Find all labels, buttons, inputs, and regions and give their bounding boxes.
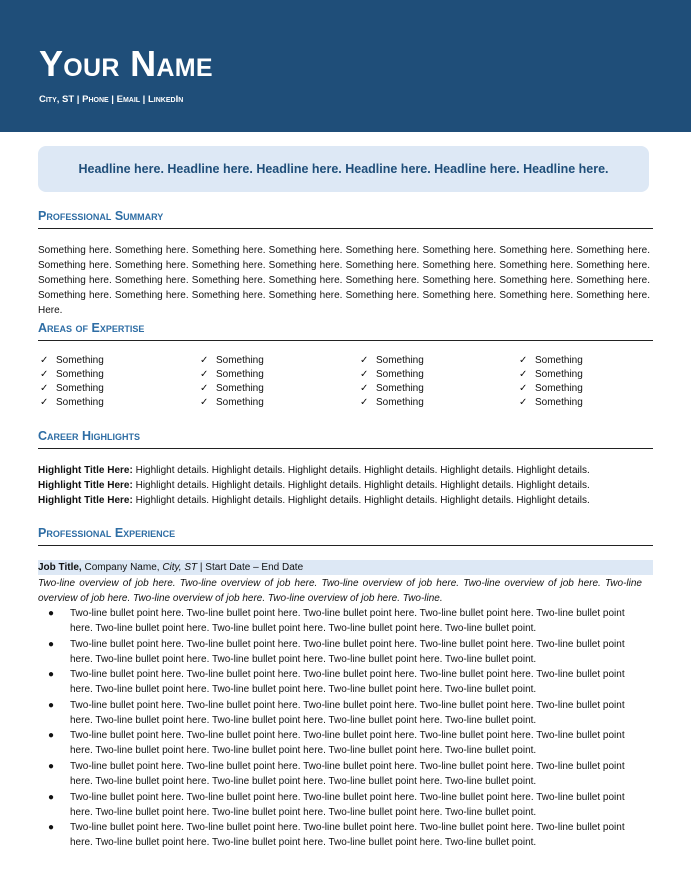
expertise-item [198,368,348,382]
expertise-item [517,382,667,396]
bullet-text: Two-line bullet point here. Two-line bullet point here. Two-line bullet point here. Two-line bullet point here. Two-line bullet point here. Two-line bullet point here. Two-line bullet point here. Two-line bullet point here. Two-line bullet point. [70,699,625,726]
expertise-grid [38,354,653,414]
summary-text: Something here. Something here. Something here. Something here. Something here. Something here. Something here. Something here. Something here. Something here. Something here. Something here. Something here. Something here. Something here. Something here. Something here. Something here. Something here. Something here. Something here. Something here. Something here. Something here. Something here. Something here. Something here. Something here. Something here. Something here. Something here. Something here. Here. [38,245,650,316]
expertise-item [38,354,188,368]
expertise-column [358,354,508,410]
job-title: Job Title, [38,562,82,573]
expertise-label: Something [535,355,583,366]
bullet-text: Two-line bullet point here. Two-line bullet point here. Two-line bullet point here. Two-line bullet point here. Two-line bullet point here. Two-line bullet point here. Two-line bullet point here. Two-line bullet point here. Two-line bullet point. [70,638,625,665]
highlight-item [38,478,653,493]
section-title-highlights: Career Highlights [38,428,653,449]
expertise-item [358,382,508,396]
bullet-icon: ● [48,822,55,834]
highlight-title: Highlight Title Here: [38,465,133,476]
list-item [38,698,650,729]
bullet-icon: ● [48,760,55,772]
expertise-label: Something [376,369,424,380]
checkmark-icon: ✓ [519,369,528,380]
expertise-label: Something [535,383,583,394]
bullet-text: Two-line bullet point here. Two-line bullet point here. Two-line bullet point here. Two-line bullet point here. Two-line bullet point here. Two-line bullet point here. Two-line bullet point here. Two-line bullet point here. Two-line bullet point. [70,791,625,818]
bullet-icon: ● [48,730,55,742]
checkmark-icon: ✓ [519,383,528,394]
expertise-item [517,368,667,382]
checkmark-icon: ✓ [360,355,369,366]
checkmark-icon: ✓ [519,355,528,366]
checkmark-icon: ✓ [200,355,209,366]
expertise-label: Something [56,397,104,408]
highlight-details: Highlight details. Highlight details. Highlight details. Highlight details. Highlight details. Highlight details. [135,465,590,476]
expertise-item [358,396,508,410]
section-title-expertise: Areas of Expertise [38,320,653,341]
list-item [38,820,650,851]
highlight-title: Highlight Title Here: [38,480,133,491]
checkmark-icon: ✓ [360,383,369,394]
bullet-icon: ● [48,699,55,711]
expertise-item [358,368,508,382]
bullet-icon: ● [48,638,55,650]
list-item [38,728,650,759]
list-item [38,637,650,668]
job-dates: | Start Date – End Date [199,562,304,573]
section-title-experience: Professional Experience [38,525,653,546]
checkmark-icon: ✓ [200,397,209,408]
bullet-text: Two-line bullet point here. Two-line bullet point here. Two-line bullet point here. Two-line bullet point here. Two-line bullet point here. Two-line bullet point here. Two-line bullet point here. Two-line bullet point here. Two-line bullet point. [70,730,625,757]
career-highlights [38,463,653,508]
job-bullet-list [38,606,650,851]
checkmark-icon: ✓ [519,397,528,408]
list-item [38,667,650,698]
list-item [38,759,650,790]
highlight-details: Highlight details. Highlight details. Highlight details. Highlight details. Highlight details. Highlight details. [135,495,590,506]
bullet-icon: ● [48,791,55,803]
header-banner [0,0,691,132]
bullet-icon: ● [48,608,55,619]
job-location: City, ST [162,562,198,573]
headline-text: Headline here. Headline here. Headline here. Headline here. Headline here. Headline here. [78,162,609,176]
expertise-label: Something [376,355,424,366]
expertise-item [38,382,188,396]
checkmark-icon: ✓ [40,355,49,366]
expertise-label: Something [376,397,424,408]
highlight-title: Highlight Title Here: [38,495,133,506]
headline-box [38,146,649,192]
checkmark-icon: ✓ [360,397,369,408]
highlight-details: Highlight details. Highlight details. Highlight details. Highlight details. Highlight details. Highlight details. [135,480,590,491]
expertise-item [38,396,188,410]
expertise-item [517,354,667,368]
job-heading [38,560,653,575]
expertise-label: Something [56,369,104,380]
job-company: Company Name, [84,562,160,573]
checkmark-icon: ✓ [200,383,209,394]
expertise-label: Something [56,383,104,394]
bullet-text: Two-line bullet point here. Two-line bullet point here. Two-line bullet point here. Two-line bullet point here. Two-line bullet point here. Two-line bullet point here. Two-line bullet point here. Two-line bullet point here. Two-line bullet point. [70,760,625,787]
expertise-label: Something [216,369,264,380]
highlight-item [38,463,653,478]
expertise-label: Something [216,397,264,408]
resume-name: Your Name [39,43,213,84]
job-overview: Two-line overview of job here. Two-line overview of job here. Two-line overview of job here. Two-line overview of job here. Two-line overview of job here. Two-line overview of job here. Two-line overview of job here. Two-line. [38,578,642,604]
section-title-summary: Professional Summary [38,208,653,229]
expertise-item [198,396,348,410]
list-item [38,606,650,637]
checkmark-icon: ✓ [360,369,369,380]
list-item [38,790,650,821]
contact-line: City, ST | Phone | Email | LinkedIn [39,94,184,105]
expertise-item [358,354,508,368]
expertise-column [198,354,348,410]
checkmark-icon: ✓ [40,369,49,380]
expertise-label: Something [216,383,264,394]
expertise-label: Something [376,383,424,394]
expertise-item [198,354,348,368]
expertise-item [198,382,348,396]
expertise-label: Something [535,397,583,408]
checkmark-icon: ✓ [40,397,49,408]
expertise-label: Something [535,369,583,380]
checkmark-icon: ✓ [40,383,49,394]
bullet-icon: ● [48,669,55,681]
bullet-text: Two-line bullet point here. Two-line bullet point here. Two-line bullet point here. Two-line bullet point here. Two-line bullet point here. Two-line bullet point here. Two-line bullet point here. Two-line bullet point here. Two-line bullet point. [70,608,625,634]
highlight-item [38,493,653,508]
expertise-column [38,354,188,410]
expertise-item [38,368,188,382]
expertise-label: Something [56,355,104,366]
bullet-text: Two-line bullet point here. Two-line bullet point here. Two-line bullet point here. Two-line bullet point here. Two-line bullet point here. Two-line bullet point here. Two-line bullet point here. Two-line bullet point here. Two-line bullet point. [70,669,625,696]
checkmark-icon: ✓ [200,369,209,380]
expertise-label: Something [216,355,264,366]
expertise-column [517,354,667,410]
bullet-text: Two-line bullet point here. Two-line bullet point here. Two-line bullet point here. Two-line bullet point here. Two-line bullet point here. Two-line bullet point here. Two-line bullet point here. Two-line bullet point here. Two-line bullet point. [70,822,625,849]
expertise-item [517,396,667,410]
